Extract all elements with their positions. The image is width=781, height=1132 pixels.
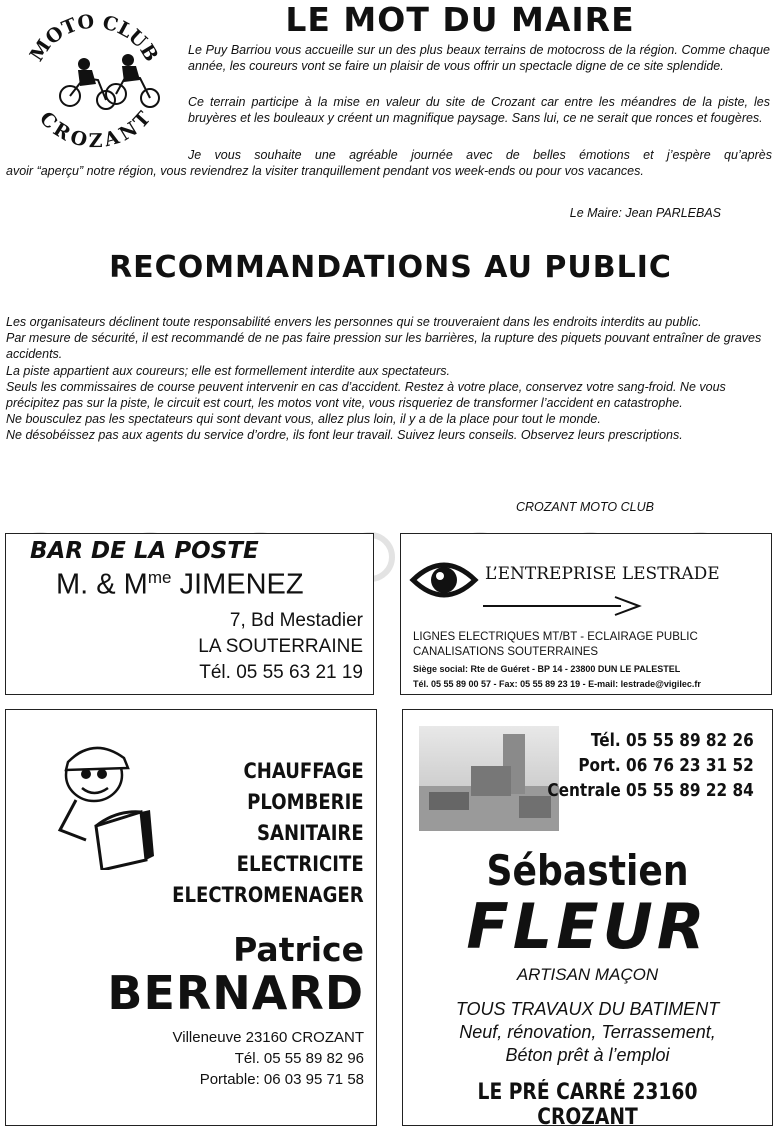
bar-phone: Tél. 05 55 63 21 19 [199,662,363,683]
service-line: Béton prêt à l’emploi [505,1045,670,1065]
lestrade-siege: Siège social: Rte de Guéret - BP 14 - 23800 DUN LE PALESTEL [413,664,681,674]
rec-line: Par mesure de sécurité, il est recommandé de ne pas faire pression sur les barrières, la rupture des piquets pouvant entraîner de graves accidents. [6,331,762,362]
plumber-mascot-icon [46,740,156,875]
maire-signature: Le Maire: Jean PARLEBAS [569,206,721,220]
maire-paragraph-3-start: Je vous souhaite une agréable journée avec de belles émotions et j’espère qu’après [188,148,772,162]
bernard-first-name: Patrice [233,930,364,969]
service-line: TOUS TRAVAUX DU BATIMENT [455,999,720,1019]
bar-city: LA SOUTERRAINE [198,636,363,657]
ad-patrice-bernard [5,709,377,1126]
service-item: PLOMBERIE [247,790,364,814]
phone-item: Centrale 05 55 89 22 84 [547,780,754,801]
recommandations-title: RECOMMANDATIONS AU PUBLIC [109,250,672,285]
bernard-mobile: Portable: 06 03 95 71 58 [199,1071,364,1088]
service-item: CHAUFFAGE [243,759,364,783]
eye-icon [409,550,479,615]
phone-item: Port. 06 76 23 31 52 [578,755,754,776]
ad-bar-de-la-poste [5,533,374,695]
rec-line: Ne bousculez pas les spectateurs qui sont devant vous, allez plus loin, il y a de la place pour tout le monde. [6,412,601,427]
fleur-last-name-wrap [403,890,772,963]
service-item: ELECTROMENAGER [172,883,364,907]
fleur-first-name-wrap [403,846,772,895]
fleur-phones [511,728,754,803]
fleur-address: LE PRÉ CARRÉ 23160 CROZANT [477,1080,698,1130]
lestrade-line1: LIGNES ELECTRIQUES MT/BT - ECLAIRAGE PUBLIC [413,631,698,643]
moto-club-logo [18,8,168,148]
bar-owner [56,568,304,602]
bernard-phone: Tél. 05 55 89 82 96 [234,1050,364,1067]
bar-name: BAR DE LA POSTE [30,538,259,564]
lestrade-name: L’ENTREPRISE LESTRADE [485,564,720,584]
rec-line: La piste appartient aux coureurs; elle est formellement interdite aux spectateurs. [6,363,450,378]
bernard-services [141,756,364,911]
owner-sup: me [147,568,172,587]
fleur-first-name: Sébastien [486,846,689,895]
service-item: SANITAIRE [257,821,364,845]
service-line: Neuf, rénovation, Terrassement, [459,1022,716,1042]
bernard-last-name: BERNARD [107,966,364,1020]
rec-line: Les organisateurs déclinent toute responsabilité envers les personnes qui se trouveraient dans les endroits interdits au public. [6,315,702,329]
lestrade-contact: Tél. 05 55 89 00 57 - Fax: 05 55 89 23 19 - E-mail: lestrade@vigilec.fr [413,679,701,689]
fleur-trade: ARTISAN MAÇON [516,965,659,984]
club-signature: CROZANT MOTO CLUB [516,500,654,514]
owner-name: JIMENEZ [171,568,304,601]
fleur-address-wrap [403,1080,772,1130]
arrow-right-icon [481,594,651,623]
bar-address: 7, Bd Mestadier [229,610,363,631]
owner-prefix: M. & M [56,568,148,601]
bernard-address: Villeneuve 23160 CROZANT [172,1029,364,1046]
mot-du-maire-title: LE MOT DU MAIRE [285,0,635,39]
lestrade-line2: CANALISATIONS SOUTERRAINES [413,646,599,658]
maire-paragraph-3-rest: avoir “aperçu” notre région, vous reviendrez la visiter tranquillement pendant vos week-ends ou pour vos vacances. [6,164,644,178]
fleur-services [403,998,772,1067]
ad-sebastien-fleur [402,709,773,1130]
ad-lestrade [400,533,772,695]
maire-paragraph-1: Le Puy Barriou vous accueille sur un des plus beaux terrains de motocross de la région. Comme chaque année, les coureurs vont se faire un plaisir de vous offrir un spectacle digne de ce site splendide. [188,43,770,73]
fleur-last-name: FLEUR [466,890,709,963]
service-item: ELECTRICITE [236,852,364,876]
svg-text:CROZANT: CROZANT [34,107,156,148]
rec-line: Ne désobéissez pas aux agents du service d’ordre, ils font leur travail. Suivez leurs conseils. Observez leurs prescriptions. [6,428,683,443]
phone-item: Tél. 05 55 89 82 26 [591,730,754,751]
maire-paragraph-2: Ce terrain participe à la mise en valeur du site de Crozant car entre les méandres de la piste, les bruyères et les bouleaux y créent un magnifique paysage. Sans lui, ce ne serait que ronces et fougères. [188,95,770,125]
recommandations-text [6,314,772,444]
svg-text:MOTO CLUB: MOTO CLUB [25,10,163,66]
rec-line: Seuls les commissaires de course peuvent intervenir en cas d’accident. Restez à votre place, conservez votre sang-froid. Ne vous précipitez pas sur la piste, le circuit est court, les motos vont vite, vous risqueriez de transformer l’accident en catastrophe. [6,379,726,411]
